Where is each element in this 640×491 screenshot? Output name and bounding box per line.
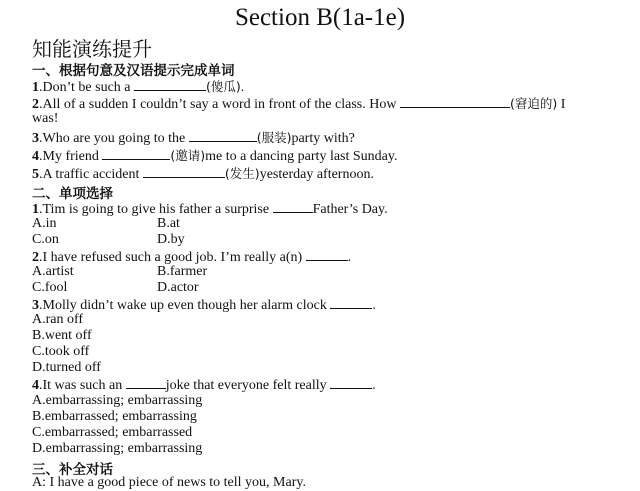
option-d[interactable]: D.by <box>157 232 185 247</box>
option-c[interactable]: C.on <box>32 232 59 247</box>
answer-blank[interactable] <box>134 78 206 91</box>
option-b[interactable]: B.at <box>157 216 180 231</box>
mc-question-3 <box>32 296 376 314</box>
fill-item-3 <box>32 128 355 147</box>
question-text: .I have refused such a good job. I’m really a(n) <box>39 250 306 265</box>
item-text: .Who are you going to the <box>39 131 189 146</box>
part3-heading: 三、补全对话 <box>32 462 113 478</box>
item-number: 1 <box>32 80 39 95</box>
item-number: 2 <box>32 97 39 112</box>
question-text-end: . <box>347 250 352 265</box>
answer-blank[interactable] <box>126 376 166 389</box>
option-a[interactable]: A.in <box>32 216 57 231</box>
item-text-end: party with? <box>291 131 355 146</box>
chinese-hint: (邀请) <box>170 148 206 163</box>
chinese-hint: (傻瓜) <box>206 79 241 94</box>
section-subtitle: 知能演练提升 <box>32 37 152 61</box>
option-a[interactable]: A.artist <box>32 264 74 279</box>
option-d[interactable]: D.embarrassing; embarrassing <box>32 441 203 456</box>
fill-item-5 <box>32 164 374 183</box>
item-number: 2 <box>32 250 39 265</box>
item-number: 5 <box>32 167 39 182</box>
question-text: .Molly didn’t wake up even though her alarm clock <box>39 298 331 313</box>
item-text: .My friend <box>39 149 103 164</box>
item-number: 3 <box>32 298 39 313</box>
answer-blank[interactable] <box>330 296 372 309</box>
part1-heading: 一、根据句意及汉语提示完成单词 <box>32 63 235 79</box>
question-text-mid: joke that everyone felt really <box>165 378 331 393</box>
page-title: Section B(1a-1e) <box>234 4 406 31</box>
option-a[interactable]: A.ran off <box>32 312 84 327</box>
mc-question-4 <box>32 376 376 394</box>
dialogue-line-1: A: I have a good piece of news to tell you, Mary. <box>32 475 306 490</box>
item-number: 3 <box>32 131 39 146</box>
option-a[interactable]: A.embarrassing; embarrassing <box>32 393 203 408</box>
item-text-end: I <box>557 97 566 112</box>
mc-question-1 <box>32 200 388 218</box>
fill-item-2-wrap: was! <box>32 111 59 126</box>
item-number: 4 <box>32 378 39 393</box>
answer-blank[interactable] <box>273 200 313 213</box>
answer-blank[interactable] <box>189 129 257 142</box>
item-number: 1 <box>32 202 39 217</box>
item-text: .All of a sudden I couldn’t say a word in front of the class. How <box>39 97 400 112</box>
answer-blank[interactable] <box>400 95 510 108</box>
option-c[interactable]: C.fool <box>32 280 68 295</box>
option-d[interactable]: D.actor <box>157 280 199 295</box>
chinese-hint: (窘迫的) <box>509 96 558 111</box>
item-number: 4 <box>32 149 39 164</box>
question-text: .It was such an <box>39 378 126 393</box>
option-b[interactable]: B.went off <box>32 328 92 343</box>
chinese-hint: (服装) <box>256 130 292 145</box>
chinese-hint: (发生) <box>224 166 260 181</box>
answer-blank[interactable] <box>143 165 225 178</box>
item-text: .A traffic accident <box>39 167 143 182</box>
part2-heading: 二、单项选择 <box>32 186 113 202</box>
option-b[interactable]: B.farmer <box>157 264 208 279</box>
item-text-end: yesterday afternoon. <box>259 167 374 182</box>
fill-item-2 <box>32 94 565 113</box>
answer-blank[interactable] <box>306 248 348 261</box>
fill-item-4 <box>32 146 397 165</box>
question-text-end: . <box>372 298 376 313</box>
question-text-end: Father’s Day. <box>312 202 388 217</box>
item-text-end: . <box>240 80 245 95</box>
answer-blank[interactable] <box>330 376 372 389</box>
option-d[interactable]: D.turned off <box>32 360 101 375</box>
question-text-end: . <box>372 378 376 393</box>
option-b[interactable]: B.embarrassed; embarrassing <box>32 409 197 424</box>
question-text: .Tim is going to give his father a surprise <box>39 202 273 217</box>
answer-blank[interactable] <box>102 147 170 160</box>
option-c[interactable]: C.took off <box>32 344 90 359</box>
option-c[interactable]: C.embarrassed; embarrassed <box>32 425 193 440</box>
item-text: .Don’t be such a <box>39 80 134 95</box>
item-text-end: me to a dancing party last Sunday. <box>205 149 398 164</box>
